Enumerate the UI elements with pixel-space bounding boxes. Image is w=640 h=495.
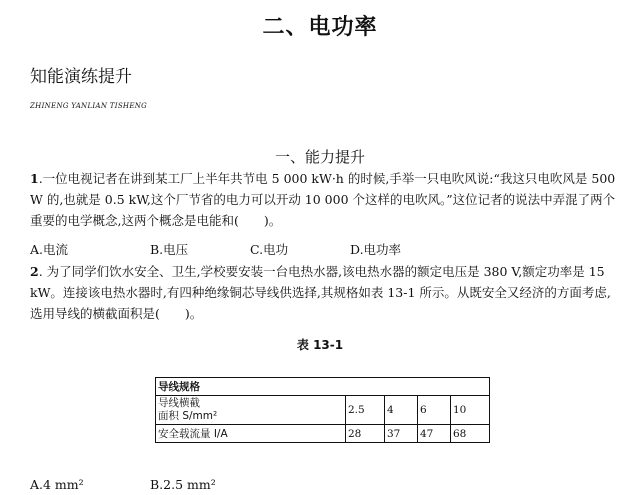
table-cell: 28 [346, 425, 385, 443]
section-heading: 知能演练提升 [30, 67, 132, 87]
question-1-number: 1 [30, 171, 39, 186]
table-row-label: 安全载流量 I/A [156, 425, 346, 443]
question-2 [30, 261, 620, 324]
table-row-label-line2: 面积 S/mm² [158, 410, 218, 422]
table-header: 导线规格 [156, 378, 490, 396]
question-1-option-d: D.电功率 [350, 242, 402, 257]
section-subheading: ZHINENG YANLIAN TISHENG [30, 102, 148, 110]
question-2-option-b: B.2.5 mm² [150, 477, 216, 492]
page-title: 二、电功率 [262, 15, 378, 40]
question-1-option-a: A.电流 [30, 242, 69, 257]
table-cell: 68 [451, 425, 490, 443]
question-1-text: .一位电视记者在讲到某工厂上半年共节电 5 000 kW·h 的时候,手举一只电吹风说:“我这只电吹风是 500 W 的,也就是 0.5 kW,这个厂节省的电力可以开动 10 000 个这样的电吹风。”这位记者的说法中弄混了两个重要的电学概念,这两个概念是电能和( )。 [30, 171, 616, 228]
table-row [156, 425, 490, 443]
question-2-option-a: A.4 mm² [30, 477, 84, 492]
table-header-row [156, 378, 490, 396]
question-2-text: . 为了同学们饮水安全、卫生,学校要安装一台电热水器,该电热水器的额定电压是 380 V,额定功率是 15 kW。连接该电热水器时,有四种绝缘铜芯导线供选择,其规格如表 13-1 所示。从既安全又经济的方面考虑,选用导线的横截面积是( )。 [30, 264, 611, 321]
table-row [156, 396, 490, 425]
table-row-label-line1: 导线横截 [158, 397, 200, 409]
question-1-option-c: C.电功 [250, 242, 289, 257]
table-cell: 47 [418, 425, 451, 443]
table-caption: 表 13-1 [296, 338, 344, 352]
table-cell: 2.5 [346, 396, 385, 425]
question-1-option-b: B.电压 [150, 242, 189, 257]
wire-spec-table [155, 377, 490, 443]
table-cell: 4 [385, 396, 418, 425]
table-row-label [156, 396, 346, 425]
table-cell: 10 [451, 396, 490, 425]
question-1 [30, 168, 620, 231]
question-2-number: 2 [30, 264, 39, 279]
table-cell: 37 [385, 425, 418, 443]
part-title: 一、能力提升 [274, 148, 365, 166]
table-cell: 6 [418, 396, 451, 425]
